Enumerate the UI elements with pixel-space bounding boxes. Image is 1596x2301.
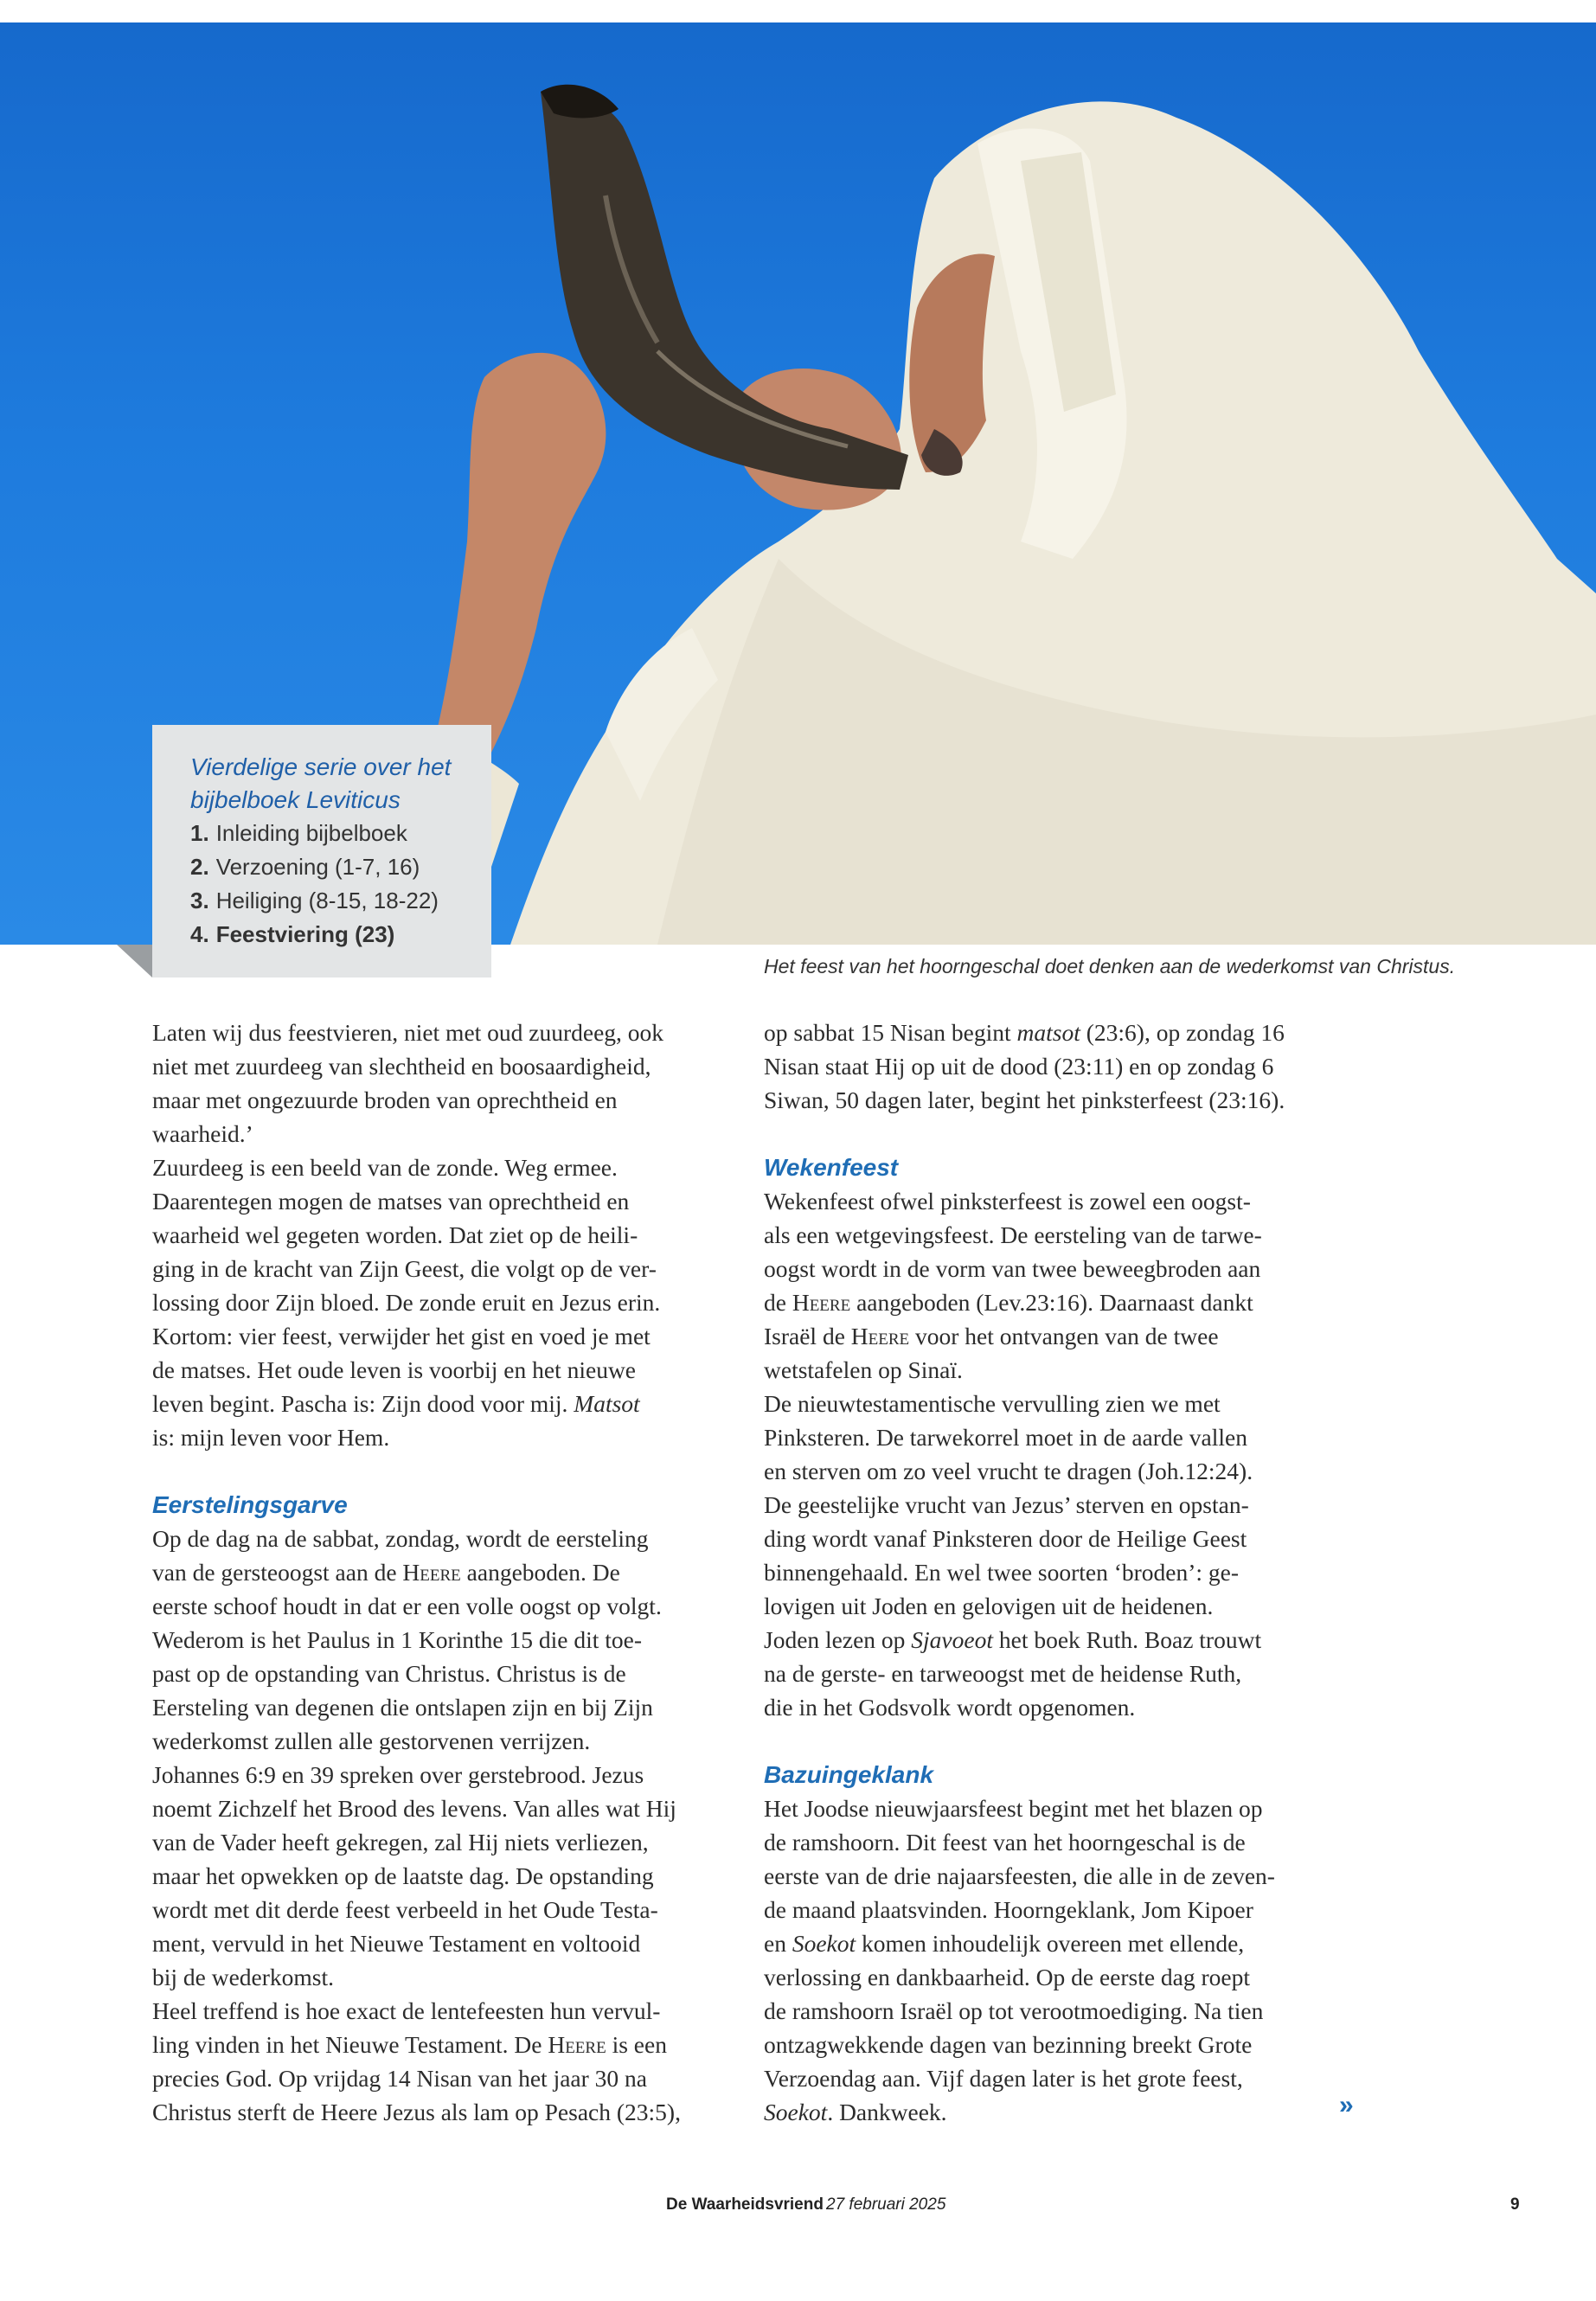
text-span: ling vinden in het Nieuwe Testament. De: [152, 2031, 548, 2058]
text-line: [152, 2028, 740, 2061]
text-line: ment, vervuld in het Nieuwe Testament en voltooid: [152, 1930, 641, 1957]
text-span: voor het ontvangen van de twee: [909, 1323, 1219, 1349]
section-heading: Bazuingeklank: [764, 1761, 934, 1788]
section-heading: Wekenfeest: [764, 1154, 899, 1181]
text-line: van de Vader heeft gekregen, zal Hij niets verliezen,: [152, 1829, 649, 1856]
series-item-number: 3.: [190, 888, 209, 913]
text-line: na de gerste- en tarweoogst met de heidense Ruth,: [764, 1660, 1242, 1687]
text-line: De nieuwtestamentische vervulling zien we met: [764, 1390, 1221, 1417]
text-line: [764, 1926, 1352, 1960]
series-item-label: Verzoening (1-7, 16): [215, 854, 420, 880]
text-line: Verzoendag aan. Vijf dagen later is het grote feest,: [764, 2065, 1243, 2092]
text-line: maar met ongezuurde broden van oprechtheid en: [152, 1086, 618, 1113]
text-line: en sterven om zo veel vrucht te dragen (Joh.12:24).: [764, 1458, 1253, 1484]
text-line: waarheid wel gegeten worden. Dat ziet op de heili-: [152, 1221, 638, 1248]
series-item-1: [190, 817, 491, 850]
text-line: Zuurdeeg is een beeld van de zonde. Weg ermee.: [152, 1154, 618, 1181]
text-span: Joden lezen op: [764, 1626, 912, 1653]
text-line: wederkomst zullen alle gestorvenen verrijzen.: [152, 1727, 591, 1754]
text-line: precies God. Op vrijdag 14 Nisan van het jaar 30 na: [152, 2065, 647, 2092]
text-line: Nisan staat Hij op uit de dood (23:11) en op zondag 6: [764, 1053, 1274, 1080]
text-line: Wekenfeest ofwel pinksterfeest is zowel een oogst-: [764, 1188, 1251, 1215]
italic-term: Matsot: [574, 1390, 640, 1417]
text-line: binnengehaald. En wel twee soorten ‘broden’: ge-: [764, 1559, 1240, 1586]
text-line: maar het opwekken op de laatste dag. De opstanding: [152, 1862, 654, 1889]
text-line: ging in de kracht van Zijn Geest, die volgt op de ver-: [152, 1255, 657, 1282]
text-line: die in het Godsvolk wordt opgenomen.: [764, 1694, 1136, 1721]
text-line: Christus sterft de Heere Jezus als lam op Pesach (23:5),: [152, 2099, 681, 2125]
text-span: van de gersteoogst aan de: [152, 1559, 403, 1586]
italic-term: Sjavoeot: [911, 1626, 993, 1653]
italic-term: Soekot: [792, 1930, 856, 1957]
text-line: ding wordt vanaf Pinksteren door de Heilige Geest: [764, 1525, 1247, 1552]
left-column: [152, 1016, 740, 2129]
text-line: Heel treffend is hoe exact de lentefeesten hun vervul-: [152, 1997, 661, 2024]
series-item-label: Feestviering (23): [215, 921, 395, 947]
text-span: (23:6), op zondag 16: [1080, 1019, 1285, 1046]
series-item-number: 1.: [190, 820, 209, 846]
text-line: wordt met dit derde feest verbeeld in het Oude Testa-: [152, 1896, 658, 1923]
text-line: Eersteling van degenen die ontslapen zijn en bij Zijn: [152, 1694, 653, 1721]
text-line: Pinksteren. De tarwekorrel moet in de aarde vallen: [764, 1424, 1247, 1451]
text-line: past op de opstanding van Christus. Christus is de: [152, 1660, 626, 1687]
text-line: noemt Zichzelf het Brood des levens. Van alles wat Hij: [152, 1795, 676, 1822]
text-span: komen inhoudelijk overeen met ellende,: [856, 1930, 1245, 1957]
text-line: De geestelijke vrucht van Jezus’ sterven en opstan-: [764, 1491, 1249, 1518]
text-line: wetstafelen op Sinaï.: [764, 1356, 963, 1383]
text-span: leven begint. Pascha is: Zijn dood voor mij.: [152, 1390, 568, 1417]
text-line: de ramshoorn. Dit feest van het hoorngeschal is de: [764, 1829, 1246, 1856]
text-line: is: mijn leven voor Hem.: [152, 1424, 390, 1451]
text-line: verlossing en dankbaarheid. Op de eerste dag roept: [764, 1964, 1251, 1990]
text-line: de maand plaatsvinden. Hoorngeklank, Jom Kipoer: [764, 1896, 1253, 1923]
section-heading: Eerstelingsgarve: [152, 1491, 348, 1518]
series-title-line2: bijbelboek Leviticus: [190, 786, 401, 813]
text-line: waarheid.’: [152, 1120, 253, 1147]
series-box-fold: [117, 945, 152, 977]
page-number: 9: [1510, 2195, 1520, 2214]
text-line: eerste schoof houdt in dat er een volle oogst op volgt.: [152, 1593, 662, 1619]
text-span: het boek Ruth. Boaz trouwt: [993, 1626, 1262, 1653]
series-item-3: [190, 884, 491, 918]
text-line: niet met zuurdeeg van slechtheid en boosaardigheid,: [152, 1053, 651, 1080]
text-span: op sabbat 15 Nisan begint: [764, 1019, 1017, 1046]
series-item-number: 2.: [190, 854, 209, 880]
text-line: [764, 2095, 1352, 2129]
text-line: Op de dag na de sabbat, zondag, wordt de eersteling: [152, 1525, 649, 1552]
text-line: [764, 1319, 1352, 1353]
text-span: en: [764, 1930, 792, 1957]
text-line: Laten wij dus feestvieren, niet met oud zuurdeeg, ook: [152, 1019, 664, 1046]
text-line: lovigen uit Joden en gelovigen uit de heidenen.: [764, 1593, 1214, 1619]
heere-smallcaps: Heere: [792, 1289, 851, 1316]
text-line: Daarentegen mogen de matses van oprechtheid en: [152, 1188, 630, 1215]
issue-date: 27 februari 2025: [826, 2195, 946, 2214]
text-line: als een wetgevingsfeest. De eersteling van de tarwe-: [764, 1221, 1262, 1248]
text-line: de matses. Het oude leven is voorbij en het nieuwe: [152, 1356, 637, 1383]
arm-left: [433, 353, 606, 766]
text-line: Kortom: vier feest, verwijder het gist en voed je met: [152, 1323, 651, 1349]
text-line: Siwan, 50 dagen later, begint het pinksterfeest (23:16).: [764, 1086, 1285, 1113]
photo-caption: Het feest van het hoorngeschal doet denken aan de wederkomst van Christus.: [764, 955, 1456, 977]
series-list: [190, 817, 491, 952]
text-line: Wederom is het Paulus in 1 Korinthe 15 die dit toe-: [152, 1626, 643, 1653]
series-item-label: Inleiding bijbelboek: [215, 820, 407, 846]
text-line: [152, 1387, 740, 1420]
heere-smallcaps: Heere: [850, 1323, 910, 1349]
italic-term: Soekot: [764, 2099, 828, 2125]
text-line: oogst wordt in de vorm van twee beweegbroden aan: [764, 1255, 1261, 1282]
text-span: aangeboden. De: [460, 1559, 620, 1586]
heere-smallcaps: Heere: [548, 2031, 606, 2058]
text-span: . Dankweek.: [827, 2099, 947, 2125]
italic-term: matsot: [1016, 1019, 1080, 1046]
magazine-name: De Waarheidsvriend: [666, 2195, 824, 2214]
series-title-line1: Vierdelige serie over het: [190, 753, 452, 780]
text-line: eerste van de drie najaarsfeesten, die alle in de zeven-: [764, 1862, 1275, 1889]
text-span: de: [764, 1289, 792, 1316]
text-line: bij de wederkomst.: [152, 1964, 335, 1990]
text-line: [152, 1555, 740, 1589]
text-line: [764, 1285, 1352, 1319]
continue-arrow-icon: »: [1339, 2091, 1354, 2119]
series-item-label: Heiliging (8-15, 18-22): [215, 888, 439, 913]
text-span: aangeboden (Lev.23:16). Daarnaast dankt: [850, 1289, 1253, 1316]
right-column: [764, 1016, 1352, 2129]
text-line: [764, 1623, 1352, 1657]
text-line: ontzagwekkende dagen van bezinning breekt Grote: [764, 2031, 1253, 2058]
text-span: is een: [606, 2031, 667, 2058]
text-line: Johannes 6:9 en 39 spreken over gerstebrood. Jezus: [152, 1761, 644, 1788]
series-info-box: [152, 725, 491, 977]
text-span: Israël de: [764, 1323, 851, 1349]
text-line: Het Joodse nieuwjaarsfeest begint met het blazen op: [764, 1795, 1263, 1822]
series-item-4: [190, 918, 491, 952]
text-line: [764, 1016, 1352, 1049]
text-line: lossing door Zijn bloed. De zonde eruit en Jezus erin.: [152, 1289, 661, 1316]
text-line: de ramshoorn Israël op tot verootmoediging. Na tien: [764, 1997, 1264, 2024]
heere-smallcaps: Heere: [402, 1559, 461, 1586]
series-item-2: [190, 850, 491, 884]
series-item-number: 4.: [190, 921, 209, 947]
